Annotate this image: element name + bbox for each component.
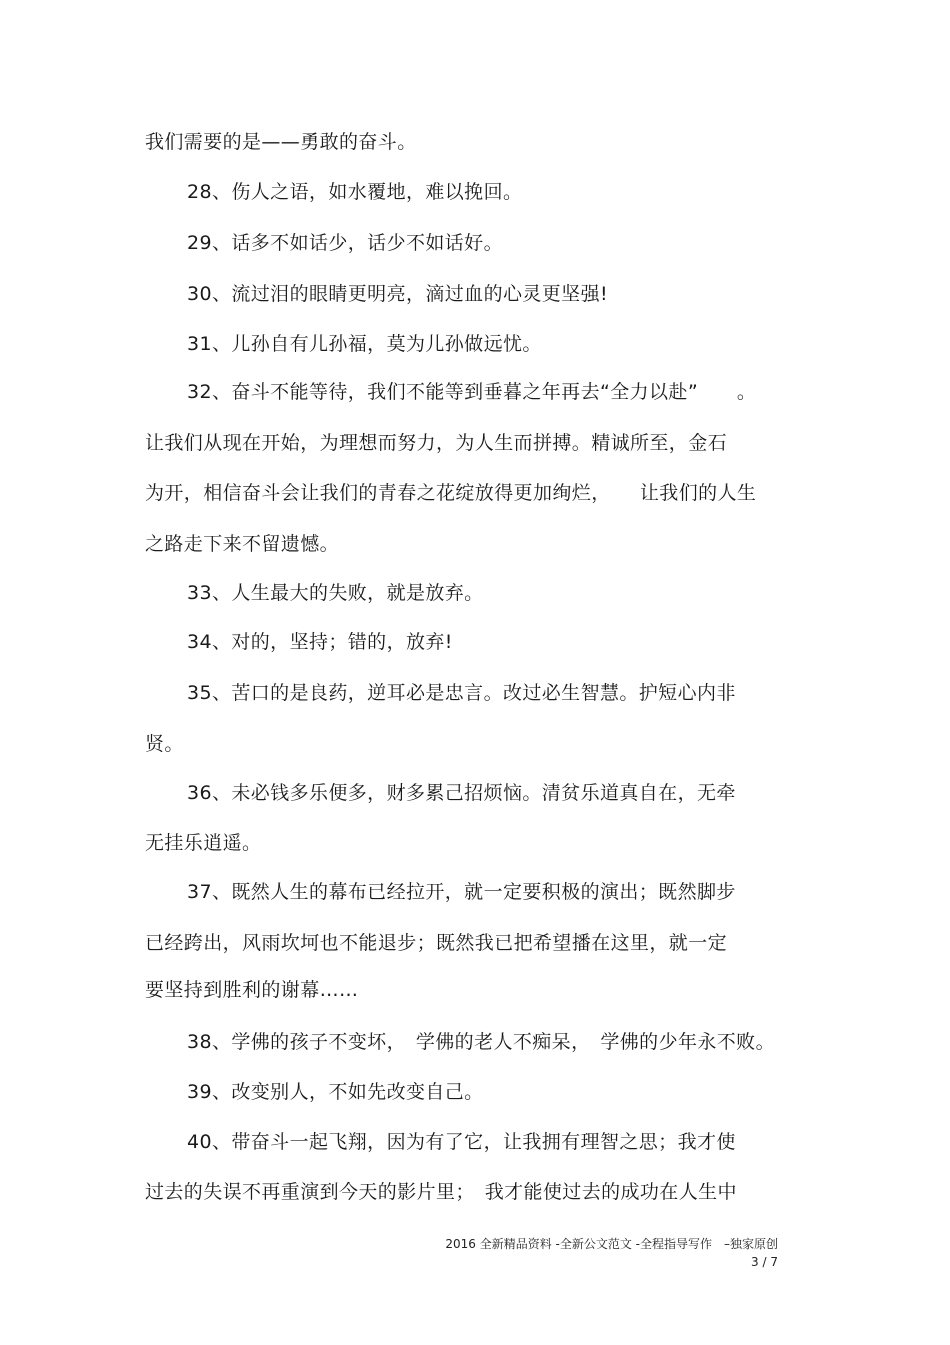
text-line: 30、流过泪的眼睛更明亮，滴过血的心灵更坚强! — [187, 283, 608, 305]
text-line: 为开，相信奋斗会让我们的青春之花绽放得更加绚烂， 让我们的人生 — [145, 482, 757, 504]
text-line: 贤。 — [145, 733, 184, 755]
text-line: 36、未必钱多乐便多，财多累己招烦恼。清贫乐道真自在，无牵 — [187, 782, 736, 804]
text-line: 35、苦口的是良药，逆耳必是忠言。改过必生智慧。护短心内非 — [187, 682, 736, 704]
text-line: 37、既然人生的幕布已经拉开，就一定要积极的演出；既然脚步 — [187, 881, 736, 903]
footer-note: 2016 全新精品资料 -全新公文范文 -全程指导写作 –独家原创 — [445, 1237, 778, 1251]
text-line: 40、带奋斗一起飞翔，因为有了它，让我拥有理智之思；我才使 — [187, 1131, 736, 1153]
text-line: 无挂乐逍遥。 — [145, 832, 262, 854]
text-line: 28、伤人之语，如水覆地，难以挽回。 — [187, 181, 523, 203]
text-line: 32、奋斗不能等待，我们不能等到垂暮之年再去“全力以赴” 。 — [187, 381, 757, 403]
text-line: 39、改变别人，不如先改变自己。 — [187, 1081, 484, 1103]
text-line: 让我们从现在开始，为理想而努力，为人生而拼搏。精诚所至，金石 — [145, 432, 728, 454]
text-line: 之路走下来不留遗憾。 — [145, 533, 340, 555]
text-line: 38、学佛的孩子不变坏， 学佛的老人不痴呆， 学佛的少年永不败。 — [187, 1031, 775, 1053]
text-line: 我们需要的是——勇敢的奋斗。 — [145, 131, 417, 153]
text-line: 31、儿孙自有儿孙福，莫为儿孙做远忧。 — [187, 333, 542, 355]
text-line: 过去的失误不再重演到今天的影片里； 我才能使过去的成功在人生中 — [145, 1181, 737, 1203]
text-line: 33、人生最大的失败，就是放弃。 — [187, 582, 484, 604]
text-line: 34、对的，坚持；错的，放弃! — [187, 631, 453, 653]
text-line: 已经跨出，风雨坎坷也不能退步；既然我已把希望播在这里，就一定 — [145, 932, 728, 954]
page-number: 3 / 7 — [751, 1255, 778, 1269]
text-line: 要坚持到胜利的谢幕…… — [145, 979, 359, 1001]
text-line: 29、话多不如话少，话少不如话好。 — [187, 232, 503, 254]
